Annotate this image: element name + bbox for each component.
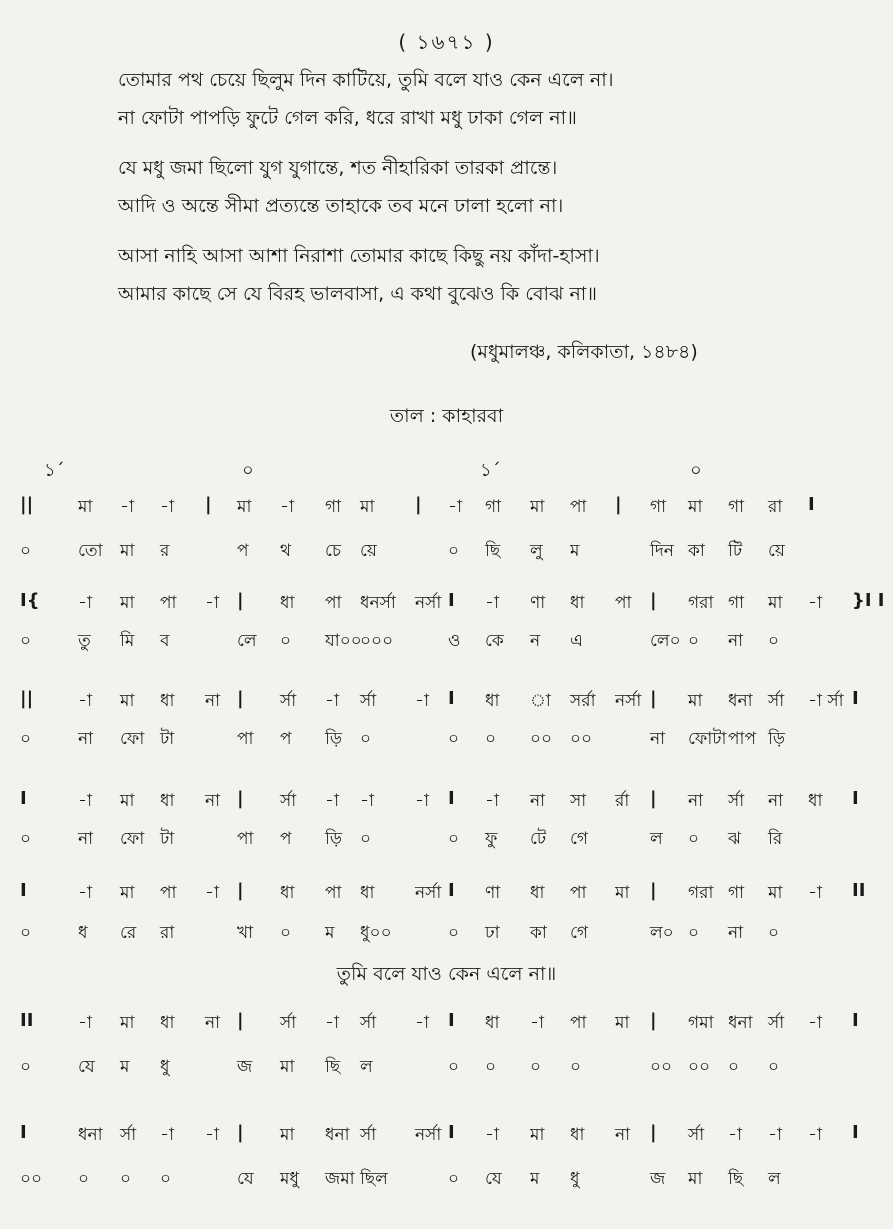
notation-cell: ফোটা [688,729,727,749]
notation-cell: ব [160,631,170,651]
beat-marker: ০ [242,460,254,481]
bar-line: I [448,880,455,901]
notation-cell: ০০ [688,1057,711,1077]
bar-line: I [448,788,455,809]
notation-cell: ছিল [360,1169,388,1189]
notation-cell: র্রা [615,791,630,811]
notation-cell: ধা [280,593,295,613]
notation-cell: যে [78,1057,95,1077]
bar-line: | [237,788,244,809]
notation-cell: গমা [688,1013,714,1033]
swara-row [0,494,893,524]
notation-cell: না [78,829,94,849]
notation-cell: -া [160,497,174,517]
notation-cell: জ [237,1057,253,1077]
notation-cell: পা [325,593,342,613]
notation-cell: -া [205,1125,219,1145]
bar-line: I [448,1010,455,1031]
bar-line: I [448,688,455,709]
notation-cell: লে০ [650,631,681,651]
notation-cell: ০ [768,923,780,943]
source-citation: (মধুমালঞ্চ, কলিকাতা, ১৪৮৪) [470,341,698,363]
notation-cell: -া [325,791,339,811]
notation-cell: ধা [485,691,500,711]
notation-cell: যে [237,1169,254,1189]
notation-cell: পা [570,497,587,517]
notation-cell: পা [237,729,254,749]
bar-line: | [650,688,657,709]
notation-cell: গা [728,497,745,517]
bar-line: | [237,880,244,901]
notation-cell: ড়ি [325,829,343,849]
bar-line: || [20,688,34,709]
notation-cell: টা [160,729,175,749]
notation-cell: পাপ [728,729,757,749]
notation-cell: ০ [360,829,372,849]
beat-marker: ১´ [480,460,501,481]
notation-cell: মধু [280,1169,299,1189]
notation-cell: ০০ [570,729,593,749]
notation-cell: ০ [448,1169,460,1189]
notation-cell: ধা [570,1125,585,1145]
notation-cell: যে [485,1169,502,1189]
notation-cell: রা [768,497,783,517]
notation-cell: ও [448,631,461,651]
notation-cell: র্সা [360,1125,377,1145]
notation-cell: মি [120,631,135,651]
notation-cell: চে [325,541,342,561]
notation-cell: টে [530,829,547,849]
notation-cell: র্সা [120,1125,137,1145]
lyric-syllable-row [0,1054,893,1084]
bar-line: II [20,1010,34,1031]
notation-cell: না [728,631,744,651]
lyric-syllable-row [0,726,893,756]
notation-cell: ০ [688,631,700,651]
notation-cell: র্সা [280,791,297,811]
notation-cell: মা [360,497,375,517]
bar-line: I [448,590,455,611]
notation-cell: রি [768,829,783,849]
notation-cell: পা [325,883,342,903]
lyric-syllable-row [0,1166,893,1196]
swara-row [0,1010,893,1040]
notation-cell: ০ [160,1169,172,1189]
bar-line: | [650,880,657,901]
notation-cell: ০ [768,631,780,651]
notation-cell: ম [325,923,335,943]
notation-cell: মা [768,593,783,613]
notation-cell: র [160,541,170,561]
notation-cell: খা [237,923,254,943]
notation-cell: ধা [280,883,295,903]
beat-marker: ০ [690,460,702,481]
notation-cell: ধনর্সা [360,593,396,613]
notation-cell: -া [530,1013,544,1033]
notation-cell: ০ [448,923,460,943]
bar-line: I [852,688,859,709]
notation-cell: ০ [688,923,700,943]
notation-cell: য়ে [360,541,377,561]
notation-cell: র্সা [360,691,377,711]
notation-cell: য়ে [768,541,785,561]
notation-cell: মা [237,497,252,517]
beat-marker: ১´ [44,460,65,481]
notation-cell: না [615,1125,631,1145]
lyric-line: যে মধু জমা ছিলো যুগ যুগান্তে, শত নীহারিকা তারকা প্রান্তে। [118,157,558,179]
notation-cell: জ [650,1169,666,1189]
swara-row [0,880,893,910]
notation-cell: ল [360,1057,373,1077]
notation-cell: ধা [160,691,175,711]
notation-cell: গা [485,497,502,517]
page-number: ( ১৬৭১ ) [398,30,495,54]
notation-cell: পা [160,883,177,903]
notation-cell: সর্রা [570,691,596,711]
notation-cell: ল [650,829,663,849]
notation-cell: ০ [20,729,32,749]
bar-line: I [20,1122,27,1143]
bar-line: | [615,494,622,515]
notation-cell: পা [570,883,587,903]
notation-cell: তু [78,631,91,651]
bar-line: | [415,494,422,515]
notation-cell: র্সা [360,1013,377,1033]
bar-line: | [237,1122,244,1143]
notation-cell: া [530,691,551,711]
notation-cell: না [728,923,744,943]
bar-line: I [852,788,859,809]
notation-cell: ম [530,1169,540,1189]
notation-cell: ০ [20,829,32,849]
notation-cell: ০ [485,729,497,749]
notation-cell: মা [280,1057,295,1077]
notation-cell: -া [485,1125,499,1145]
notation-cell: -া [360,791,374,811]
notation-cell: ম [570,541,580,561]
notation-cell: -া [768,1125,782,1145]
notation-cell: ০০ [20,1169,43,1189]
lyric-line: আমার কাছে সে যে বিরহ ভালবাসা, এ কথা বুঝেও কি বোঝ না॥ [118,283,598,305]
bar-line: }I I [852,590,885,611]
notation-cell: না [205,1013,221,1033]
notation-cell: ০ [768,1057,780,1077]
notation-cell: গরা [688,593,714,613]
lyric-line: তোমার পথ চেয়ে ছিলুম দিন কাটিয়ে, তুমি বলে যাও কেন এলে না। [118,69,614,91]
swara-row [0,688,893,718]
notation-cell: মা [120,791,135,811]
notation-cell: মা [78,497,93,517]
notation-cell: না [650,729,666,749]
notation-cell: মা [280,1125,295,1145]
notation-cell: ম [120,1057,130,1077]
notation-cell: ফো [120,729,145,749]
notation-cell: -া [728,1125,742,1145]
notation-cell: ধনা [728,1013,753,1033]
bar-line: | [650,1010,657,1031]
notation-cell: ধা [160,1013,175,1033]
notation-cell: র্সা [768,691,785,711]
notation-cell: -া [205,593,219,613]
bar-line: | [237,688,244,709]
swara-row [0,788,893,818]
notation-cell: ধনা [325,1125,350,1145]
notation-cell: -া [120,497,134,517]
notation-cell: ধা [160,791,175,811]
notation-cell: মা [530,497,545,517]
notation-cell: গে [570,923,589,943]
bar-line: | [650,788,657,809]
notation-cell: ০ [280,631,292,651]
notation-cell: ০ [688,829,700,849]
notation-cell: না [78,729,94,749]
lyric-line: আসা নাহি আসা আশা নিরাশা তোমার কাছে কিছু নয় কাঁদা-হাসা। [118,245,600,267]
notation-cell: থ [280,541,292,561]
notation-cell: মা [615,883,630,903]
notation-cell: ০ [78,1169,90,1189]
notation-cell: -া [448,497,462,517]
notation-cell: ধু০০ [360,923,392,943]
swara-row [0,590,893,620]
notation-cell: ০০০ [360,631,394,651]
notation-cell: মা [688,497,703,517]
notation-cell: র্সা [280,691,297,711]
notation-cell: ড়ি [325,729,343,749]
notation-cell: ধা [360,883,375,903]
notation-cell: জমা [325,1169,355,1189]
notation-cell: র্সা [768,1013,785,1033]
bar-line: | [237,590,244,611]
notation-cell: যা০০ [325,631,362,651]
swara-row [0,1122,893,1152]
notation-cell: -া [280,497,294,517]
notation-cell: টি [728,541,743,561]
notation-cell: ০ [485,1057,497,1077]
bar-line: I{ [20,590,40,611]
notation-cell: ০০ [650,1057,673,1077]
notation-cell: নর্সা [415,1125,442,1145]
notation-cell: ০ [20,541,32,561]
notation-cell: ড়ি [768,729,786,749]
notation-cell: ০ [20,631,32,651]
notation-cell: টা [160,829,175,849]
notation-cell: গে [570,829,589,849]
lyric-line: না ফোটা পাপড়ি ফুটে গেল করি, ধরে রাখা মধু ঢাকা গেল না॥ [118,107,577,129]
bar-line: | [650,590,657,611]
notation-cell: ধা [485,1013,500,1033]
notation-cell: রে [120,923,137,943]
bar-line: I [20,788,27,809]
notation-cell: -া [485,593,499,613]
notation-cell: ০ [530,1057,542,1077]
notation-cell: লু [530,541,543,561]
notation-cell: -া [78,883,92,903]
notation-cell: মা [768,883,783,903]
notation-cell: ঢা [485,923,500,943]
notation-cell: ছি [325,1057,341,1077]
notation-cell: ণা [485,883,501,903]
notation-cell: ধনা [728,691,753,711]
notation-cell: ছি [728,1169,744,1189]
notation-cell: ০ [20,923,32,943]
notation-cell: পা [570,1013,587,1033]
notation-cell: ০ [280,923,292,943]
notation-cell: না [205,791,221,811]
notation-cell: ফো [120,829,145,849]
interlude-line: তুমি বলে যাও কেন এলে না॥ [336,963,557,985]
notation-cell: ০ [20,1057,32,1077]
bar-line: I [20,880,27,901]
bar-line: | [205,494,212,515]
taal-label: তাল : কাহারবা [389,405,504,427]
bar-line: I [852,1010,859,1031]
lyric-syllable-row [0,538,893,568]
notation-cell: ০ [448,829,460,849]
notation-cell: -া [415,691,429,711]
notation-cell: ধ [78,923,88,943]
notation-cell: মা [120,691,135,711]
notation-cell: -া [205,883,219,903]
notation-cell: -া [415,791,429,811]
notation-cell: ধু [160,1057,170,1077]
notation-cell: ধনা [78,1125,103,1145]
notation-cell: ০ [120,1169,132,1189]
notation-cell: না [205,691,221,711]
notation-cell: ধা [808,791,823,811]
notation-cell: ঝ [728,829,741,849]
lyric-syllable-row [0,920,893,950]
notation-cell: প [280,829,292,849]
notation-cell: মা [688,691,703,711]
bar-line: I [852,1122,859,1143]
notation-cell: -া [808,1125,822,1145]
notation-cell: ০ [448,1057,460,1077]
notation-cell: প [280,729,292,749]
notation-cell: মা [615,1013,630,1033]
notation-cell: ০০ [530,729,553,749]
notation-cell: -া [415,1013,429,1033]
notation-cell: ০ [728,1057,740,1077]
notation-cell: ল০ [650,923,674,943]
notation-cell: ছি [485,541,501,561]
notation-cell: নর্সা [415,593,442,613]
notation-cell: লে [237,631,257,651]
notation-cell: মা [120,593,135,613]
bar-line: I [448,1122,455,1143]
notation-cell: ০ [360,729,372,749]
notation-cell: না [688,791,704,811]
notation-cell: মা [120,541,135,561]
notation-cell: গা [728,593,745,613]
notation-cell: -া র্সা [808,691,844,711]
lyric-line: আদি ও অন্তে সীমা প্রত্যন্তে তাহাকে তব মনে ঢালা হলো না। [118,195,564,217]
notation-cell: কা [688,541,705,561]
notation-cell: র্সা [728,791,745,811]
bar-line: II [852,880,866,901]
notation-cell: গা [325,497,342,517]
notation-cell: র্সা [688,1125,705,1145]
notation-cell: এ [570,631,583,651]
notation-cell: সা [570,791,587,811]
notation-cell: রা [160,923,175,943]
notation-cell: -া [808,593,822,613]
notation-cell: গরা [688,883,714,903]
notation-cell: -া [160,1125,174,1145]
notation-cell: ফু [485,829,498,849]
notation-cell: -া [78,1013,92,1033]
notation-cell: নর্সা [415,883,442,903]
bar-line: | [650,1122,657,1143]
notation-cell: তো [78,541,103,561]
notation-cell: পা [615,593,632,613]
notation-cell: মা [688,1169,703,1189]
notation-cell: ল [768,1169,781,1189]
notation-cell: মা [530,1125,545,1145]
notation-cell: পা [160,593,177,613]
bar-line: || [20,494,34,515]
notation-cell: ধা [530,883,545,903]
notation-cell: ০ [448,541,460,561]
notation-cell: দিন [650,541,674,561]
notation-cell: -া [78,791,92,811]
notation-cell: ধা [570,593,585,613]
notation-cell: র্সা [280,1013,297,1033]
notation-cell: প [237,541,249,561]
notation-cell: -া [808,883,822,903]
notation-cell: ০ [570,1057,582,1077]
notation-cell: ণা [530,593,546,613]
notation-cell: কে [485,631,504,651]
notation-cell: ন [530,631,541,651]
notation-cell: ০ [448,729,460,749]
notation-cell: -া [325,691,339,711]
notation-cell: -া [78,593,92,613]
notation-cell: -া [485,791,499,811]
notation-cell: না [530,791,546,811]
notation-cell: না [768,791,784,811]
bar-line: | [237,1010,244,1031]
notation-cell: নর্সা [615,691,642,711]
notation-cell: মা [120,1013,135,1033]
bar-line: I [808,494,815,515]
lyric-syllable-row [0,628,893,658]
notation-cell: -া [78,691,92,711]
notation-cell: গা [728,883,745,903]
notation-cell: ধু [570,1169,580,1189]
notation-cell: -া [808,1013,822,1033]
notation-cell: কা [530,923,547,943]
notation-cell: -া [325,1013,339,1033]
lyric-syllable-row [0,826,893,856]
notation-cell: গা [650,497,667,517]
notation-cell: মা [120,883,135,903]
notation-cell: পা [237,829,254,849]
